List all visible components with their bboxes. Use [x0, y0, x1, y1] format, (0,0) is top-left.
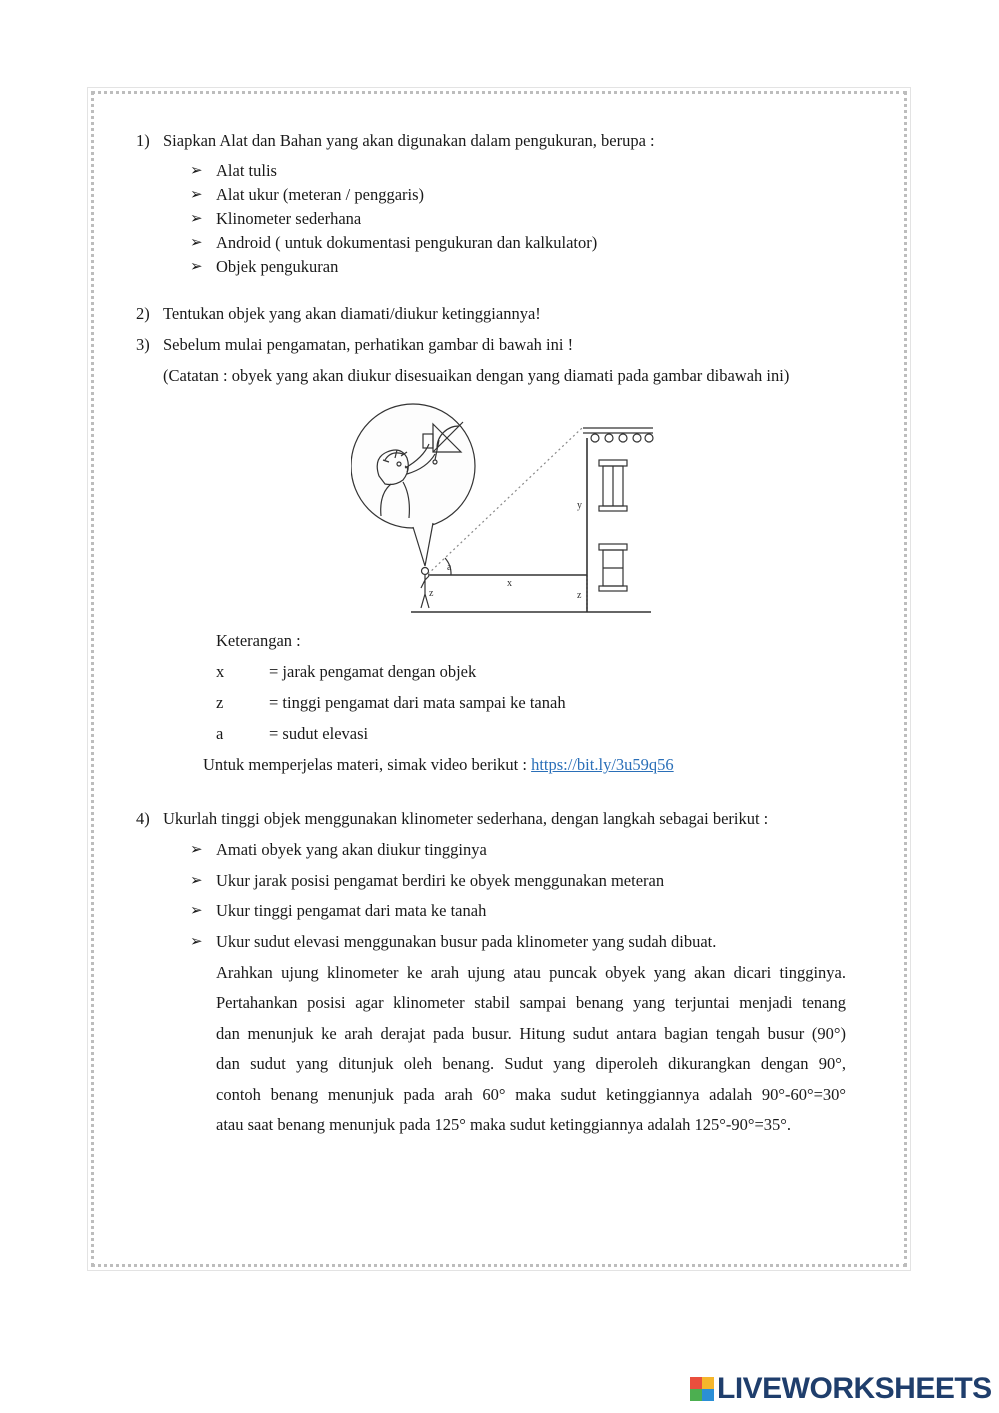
bullet-arrow-icon: ➢ [190, 235, 203, 251]
legend-description: = jarak pengamat dengan objek [269, 662, 477, 681]
video-reference [203, 755, 674, 775]
step-2-number: 2) [136, 304, 150, 323]
zoom-bubble [351, 404, 475, 528]
video-link[interactable]: https://bit.ly/3u59q56 [531, 755, 674, 774]
legend-symbol: a [216, 724, 224, 743]
bubble-tail [413, 523, 433, 566]
paragraph-line: dan sudut yang ditunjuk oleh benang. Sudut yang diperoleh dikurangkan dengan 90°, [216, 1054, 846, 1073]
legend-description: = sudut elevasi [269, 724, 369, 743]
list-item: Amati obyek yang akan diukur tingginya [216, 840, 487, 859]
video-text: Untuk memperjelas materi, simak video berikut : [203, 755, 532, 774]
paragraph-line: atau saat benang menunjuk pada 125° maka sudut ketinggiannya adalah 125°-90°=35°. [216, 1115, 792, 1134]
step-3-text: Sebelum mulai pengamatan, perhatikan gambar di bawah ini ! [163, 335, 574, 354]
label-a: a [447, 562, 452, 573]
paragraph-line: dan menunjuk ke arah derajat pada busur. Hitung sudut antara bagian tengah busur (90°) [216, 1024, 846, 1043]
bullet-arrow-icon: ➢ [190, 842, 203, 858]
bullet-arrow-icon: ➢ [190, 187, 203, 203]
legend-title: Keterangan : [216, 631, 301, 650]
step-4-text: Ukurlah tinggi objek menggunakan klinometer sederhana, dengan langkah sebagai berikut : [163, 809, 769, 828]
step-4-number: 4) [136, 809, 150, 828]
bullet-arrow-icon: ➢ [190, 211, 203, 227]
paragraph-line: contoh benang menunjuk pada arah 60° maka sudut ketinggiannya adalah 90°-60°=30° [216, 1085, 846, 1104]
bullet-arrow-icon: ➢ [190, 934, 203, 950]
list-item: Objek pengukuran [216, 257, 339, 276]
logo-square [702, 1377, 714, 1389]
legend-description: = tinggi pengamat dari mata sampai ke tanah [269, 693, 566, 712]
bullet-arrow-icon: ➢ [190, 163, 203, 179]
logo-square [690, 1377, 702, 1389]
label-y: y [577, 500, 582, 511]
logo-square [690, 1389, 702, 1401]
paragraph-line: Arahkan ujung klinometer ke arah ujung atau puncak obyek yang akan dicari tingginya. [216, 963, 846, 982]
building [583, 428, 653, 612]
list-item: Ukur sudut elevasi menggunakan busur pada klinometer yang sudah dibuat. [216, 932, 717, 951]
clinometer-diagram [351, 398, 657, 616]
logo-square [702, 1389, 714, 1401]
bullet-arrow-icon: ➢ [190, 873, 203, 889]
label-z-observer: z [429, 588, 434, 599]
legend-symbol: z [216, 693, 224, 712]
step-2-text: Tentukan objek yang akan diamati/diukur ketinggiannya! [163, 304, 541, 323]
label-x: x [507, 578, 512, 589]
bullet-arrow-icon: ➢ [190, 903, 203, 919]
bullet-arrow-icon: ➢ [190, 259, 203, 275]
step-1-text: Siapkan Alat dan Bahan yang akan digunakan dalam pengukuran, berupa : [163, 131, 655, 150]
liveworksheets-logo[interactable] [690, 1372, 992, 1406]
list-item: Klinometer sederhana [216, 209, 362, 228]
step-3-number: 3) [136, 335, 150, 354]
label-z-building: z [577, 590, 582, 601]
legend-symbol: x [216, 662, 225, 681]
step-3-note: (Catatan : obyek yang akan diukur disesuaikan dengan yang diamati pada gambar dibawah ini) [163, 366, 790, 385]
logo-text: LIVEWORKSHEETS [717, 1372, 992, 1405]
step-1-number: 1) [136, 131, 150, 150]
list-item: Ukur jarak posisi pengamat berdiri ke obyek menggunakan meteran [216, 871, 665, 890]
list-item: Ukur tinggi pengamat dari mata ke tanah [216, 901, 487, 920]
list-item: Alat ukur (meteran / penggaris) [216, 185, 425, 204]
list-item: Alat tulis [216, 161, 277, 180]
paragraph-line: Pertahankan posisi agar klinometer stabil sampai benang yang terjuntai menjadi tenang [216, 993, 846, 1012]
list-item: Android ( untuk dokumentasi pengukuran dan kalkulator) [216, 233, 598, 252]
logo-mark-icon [690, 1377, 714, 1401]
